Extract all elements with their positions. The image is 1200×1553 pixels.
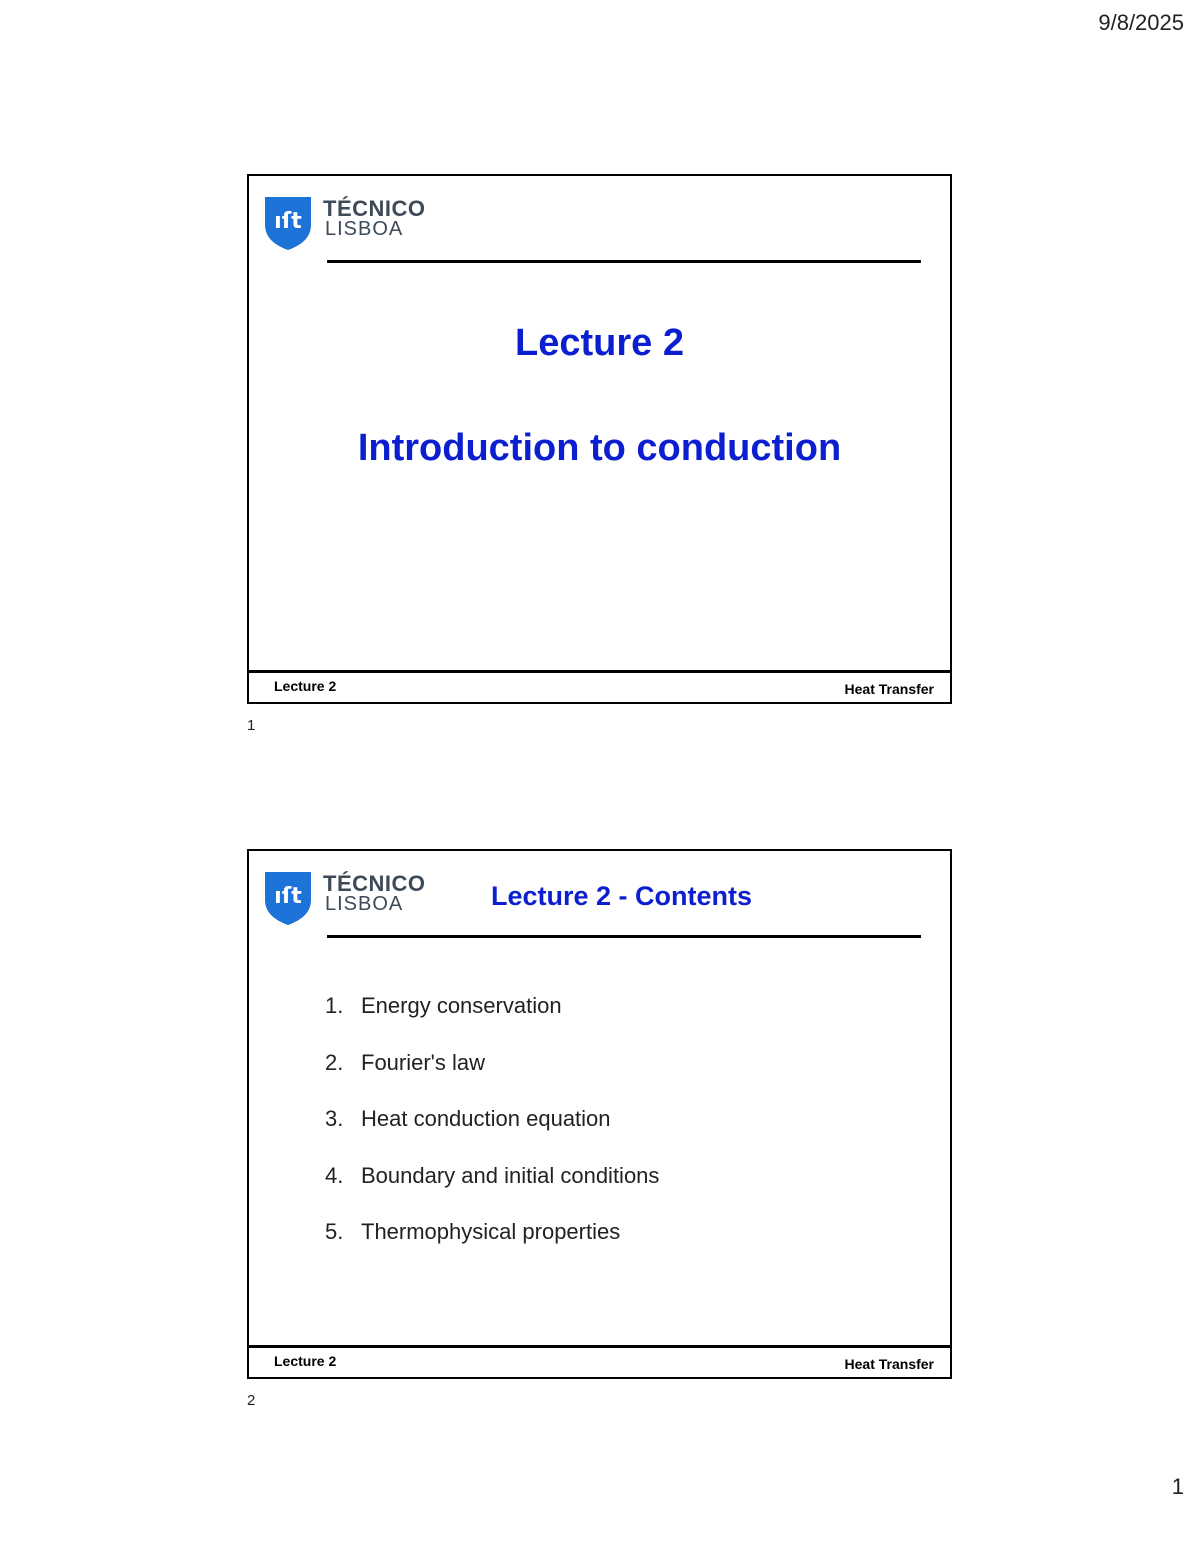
logo-text-lisboa: LISBOA — [325, 218, 404, 240]
list-item — [325, 993, 659, 1050]
footer-lecture-label: Lecture 2 — [274, 678, 337, 694]
logo-text-lisboa: LISBOA — [325, 893, 404, 915]
footer-divider — [249, 1345, 950, 1348]
contents-list — [325, 993, 659, 1276]
tecnico-logo — [263, 195, 426, 251]
slide-title: Lecture 2 — [515, 322, 684, 364]
list-item-number: 1. — [325, 993, 344, 1018]
svg-text:ıſt: ıſt — [274, 884, 302, 909]
list-item-text: Boundary and initial conditions — [361, 1162, 660, 1188]
list-item — [325, 1050, 659, 1107]
logo-text-tecnico: TÉCNICO — [323, 871, 426, 896]
logo-text-tecnico: TÉCNICO — [323, 196, 426, 221]
list-item — [325, 1106, 659, 1163]
list-item-text: Fourier's law — [361, 1049, 486, 1075]
slide-1 — [247, 174, 952, 704]
list-item — [325, 1219, 659, 1276]
list-item-number: 3. — [325, 1106, 344, 1131]
header-divider — [327, 260, 921, 263]
footer-lecture-label: Lecture 2 — [274, 1353, 337, 1369]
footer-course-label: Heat Transfer — [844, 1356, 934, 1372]
svg-text:ıſt: ıſt — [274, 209, 302, 234]
list-item-number: 2. — [325, 1049, 344, 1075]
footer-course-label: Heat Transfer — [844, 681, 934, 697]
slide-title: Lecture 2 - Contents — [491, 881, 753, 911]
list-item-number: 5. — [325, 1219, 344, 1244]
slide-number-caption: 2 — [247, 1392, 256, 1409]
page-number: 1 — [1171, 1474, 1184, 1499]
tecnico-shield-icon — [263, 870, 313, 925]
slide-subtitle: Introduction to conduction — [357, 427, 842, 469]
tecnico-logo — [263, 870, 426, 926]
page-date: 9/8/2025 — [1098, 10, 1184, 35]
header-divider — [327, 935, 921, 938]
footer-divider — [249, 670, 950, 673]
list-item-text: Energy conservation — [361, 993, 562, 1018]
list-item-text: Thermophysical properties — [361, 1219, 621, 1244]
list-item-text: Heat conduction equation — [361, 1106, 611, 1131]
slide-2 — [247, 849, 952, 1379]
tecnico-shield-icon — [263, 195, 313, 250]
slide-number-caption: 1 — [247, 717, 256, 734]
list-item-number: 4. — [325, 1162, 344, 1188]
list-item — [325, 1163, 659, 1220]
